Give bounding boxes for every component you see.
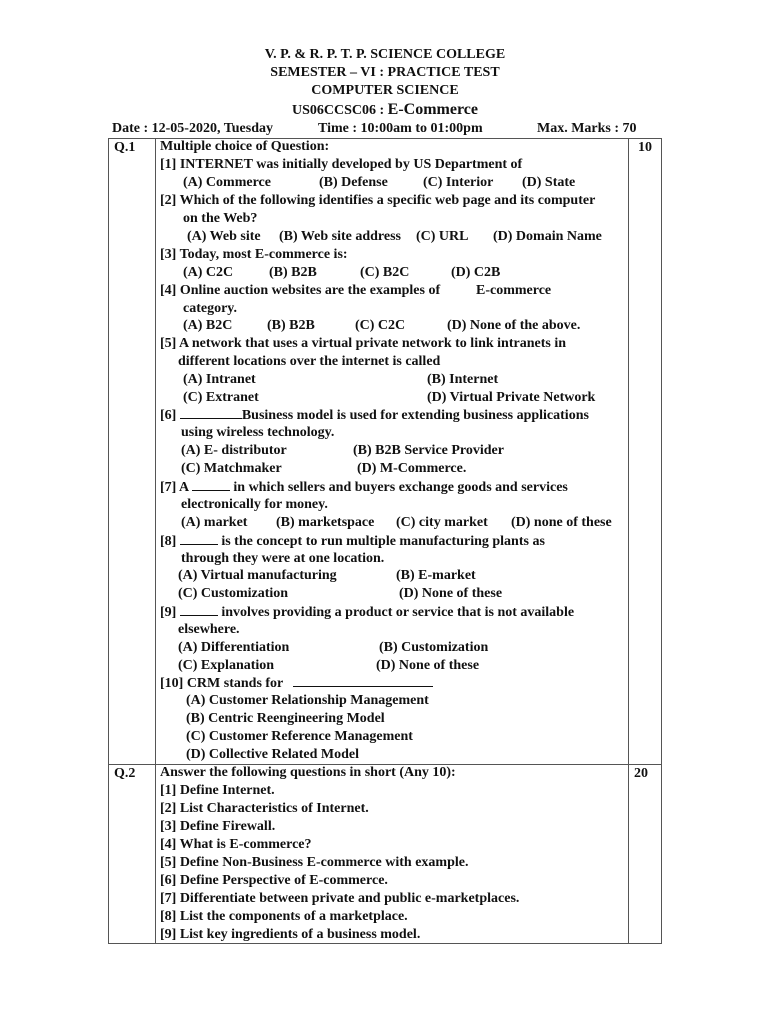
item-number: [9]	[160, 605, 177, 620]
option-a: (A) Intranet	[183, 372, 256, 387]
q1-item4-stem: [4] Online auction websites are the examples of	[160, 283, 441, 298]
option-a: (A) E- distributor	[181, 443, 287, 458]
max-marks: Max. Marks : 70	[537, 121, 637, 136]
option-c: (C) Customization	[178, 586, 289, 601]
subject-title: COMPUTER SCIENCE	[311, 83, 459, 98]
option-d: (D) none of these	[511, 515, 612, 530]
q1-item10-option-d: (D) Collective Related Model	[186, 747, 359, 762]
option-c: (C) city market	[396, 515, 488, 530]
option-d: (D) Virtual Private Network	[427, 390, 596, 405]
exam-date: Date : 12-05-2020, Tuesday	[112, 121, 274, 136]
fill-blank	[180, 603, 218, 616]
q2-item: [3] Define Firewall.	[160, 819, 276, 834]
q2-item: [2] List Characteristics of Internet.	[160, 801, 369, 816]
option-a: (A) Differentiation	[178, 640, 290, 655]
item-number: [8]	[160, 534, 177, 549]
option-d: (D) Domain Name	[493, 229, 602, 244]
q1-item6-stem	[160, 406, 589, 425]
option-b: (B) Defense	[319, 175, 388, 190]
q2-marks: 20	[634, 766, 648, 781]
q1-item4-stem-tail: E-commerce	[476, 283, 552, 298]
option-a: (A) Commerce	[183, 175, 271, 190]
option-b: (B) B2B	[267, 318, 315, 333]
item-text: involves providing a product or service that is not available	[221, 605, 575, 620]
option-a: (A) Web site	[187, 229, 261, 244]
q1-item5-stem: [5] A network that uses a virtual private network to link intranets in	[160, 336, 566, 351]
q1-item6-stem-cont: using wireless technology.	[181, 425, 335, 440]
q1-item8-stem	[160, 532, 545, 551]
option-a: (A) B2C	[183, 318, 233, 333]
exam-time: Time : 10:00am to 01:00pm	[318, 121, 483, 136]
item-text: is the concept to run multiple manufacturing plants as	[221, 534, 545, 549]
q2-item: [4] What is E-commerce?	[160, 837, 312, 852]
q1-item3-stem: [3] Today, most E-commerce is:	[160, 247, 348, 262]
q1-item1-stem: [1] INTERNET was initially developed by US Department of	[160, 157, 523, 172]
q2-title: Answer the following questions in short (Any 10):	[160, 765, 456, 780]
q1-item6-options	[181, 442, 621, 478]
q2-item: [7] Differentiate between private and public e-marketplaces.	[160, 891, 520, 906]
option-b: (B) Internet	[427, 372, 499, 387]
item-number: [6]	[160, 408, 177, 423]
option-b: (B) E-market	[396, 568, 476, 583]
exam-meta-row	[112, 121, 652, 139]
table-divider-qno	[155, 138, 156, 944]
option-d: (D) M-Commerce.	[357, 461, 467, 476]
q1-item10-option-a: (A) Customer Relationship Management	[186, 693, 429, 708]
option-c: (C) B2C	[360, 265, 410, 280]
option-b: (B) Web site address	[279, 229, 401, 244]
option-b: (B) B2B	[269, 265, 317, 280]
option-c: (C) Matchmaker	[181, 461, 282, 476]
fill-blank	[293, 674, 433, 687]
q2-item: [5] Define Non-Business E-commerce with example.	[160, 855, 469, 870]
course-name: E-Commerce	[387, 101, 478, 118]
q1-item2-stem: [2] Which of the following identifies a specific web page and its computer	[160, 193, 596, 208]
q1-number: Q.1	[114, 140, 136, 155]
option-c: (C) C2C	[355, 318, 406, 333]
item-number: [7] A	[160, 480, 189, 495]
option-c: (C) Extranet	[183, 390, 259, 405]
q1-item7-stem	[160, 478, 568, 497]
table-border-right	[661, 138, 662, 944]
option-b: (B) B2B Service Provider	[353, 443, 504, 458]
q1-item9-stem	[160, 603, 574, 622]
q1-item9-stem-cont: elsewhere.	[178, 622, 240, 637]
table-divider-marks	[628, 138, 629, 944]
q2-item: [8] List the components of a marketplace.	[160, 909, 408, 924]
q1-item2-stem-cont: on the Web?	[183, 211, 258, 226]
course-title	[0, 101, 770, 119]
semester-title: SEMESTER – VI : PRACTICE TEST	[270, 65, 500, 80]
option-a: (A) C2C	[183, 265, 234, 280]
option-d: (D) C2B	[451, 265, 501, 280]
fill-blank	[192, 478, 230, 491]
q1-item10-stem	[160, 674, 433, 693]
q2-item: [1] Define Internet.	[160, 783, 275, 798]
college-name: V. P. & R. P. T. P. SCIENCE COLLEGE	[264, 47, 506, 62]
option-d: (D) State	[522, 175, 576, 190]
option-d: (D) None of these	[376, 658, 480, 673]
q1-item8-stem-cont: through they were at one location.	[181, 551, 385, 566]
q1-item10-option-c: (C) Customer Reference Management	[186, 729, 413, 744]
option-a: (A) Virtual manufacturing	[178, 568, 337, 583]
option-c: (C) URL	[416, 229, 469, 244]
q1-marks: 10	[638, 140, 652, 155]
option-b: (B) Customization	[379, 640, 489, 655]
option-d: (D) None of these	[399, 586, 503, 601]
q1-item5-stem-cont: different locations over the internet is called	[178, 354, 441, 369]
fill-blank	[180, 532, 218, 545]
q1-item8-options	[178, 567, 618, 603]
q1-title: Multiple choice of Question:	[160, 139, 330, 154]
q2-item: [6] Define Perspective of E-commerce.	[160, 873, 388, 888]
table-border-left	[108, 138, 109, 944]
q1-item7-stem-cont: electronically for money.	[181, 497, 328, 512]
item-text: in which sellers and buyers exchange goods and services	[233, 480, 568, 495]
course-code: US06CCSC06 :	[291, 103, 385, 118]
q2-item: [9] List key ingredients of a business model.	[160, 927, 421, 942]
fill-blank	[180, 406, 242, 419]
option-d: (D) None of the above.	[447, 318, 581, 333]
option-c: (C) Explanation	[178, 658, 275, 673]
q1-item9-options	[178, 639, 618, 675]
q1-item5-options	[183, 371, 623, 407]
q1-item4-stem-cont: category.	[183, 301, 238, 316]
option-a: (A) market	[181, 515, 248, 530]
option-b: (B) marketspace	[276, 515, 375, 530]
item-text: Business model is used for extending business applications	[241, 408, 589, 423]
q2-number: Q.2	[114, 766, 136, 781]
item-text: [10] CRM stands for	[160, 676, 284, 691]
option-c: (C) Interior	[423, 175, 494, 190]
q1-item10-option-b: (B) Centric Reengineering Model	[186, 711, 385, 726]
